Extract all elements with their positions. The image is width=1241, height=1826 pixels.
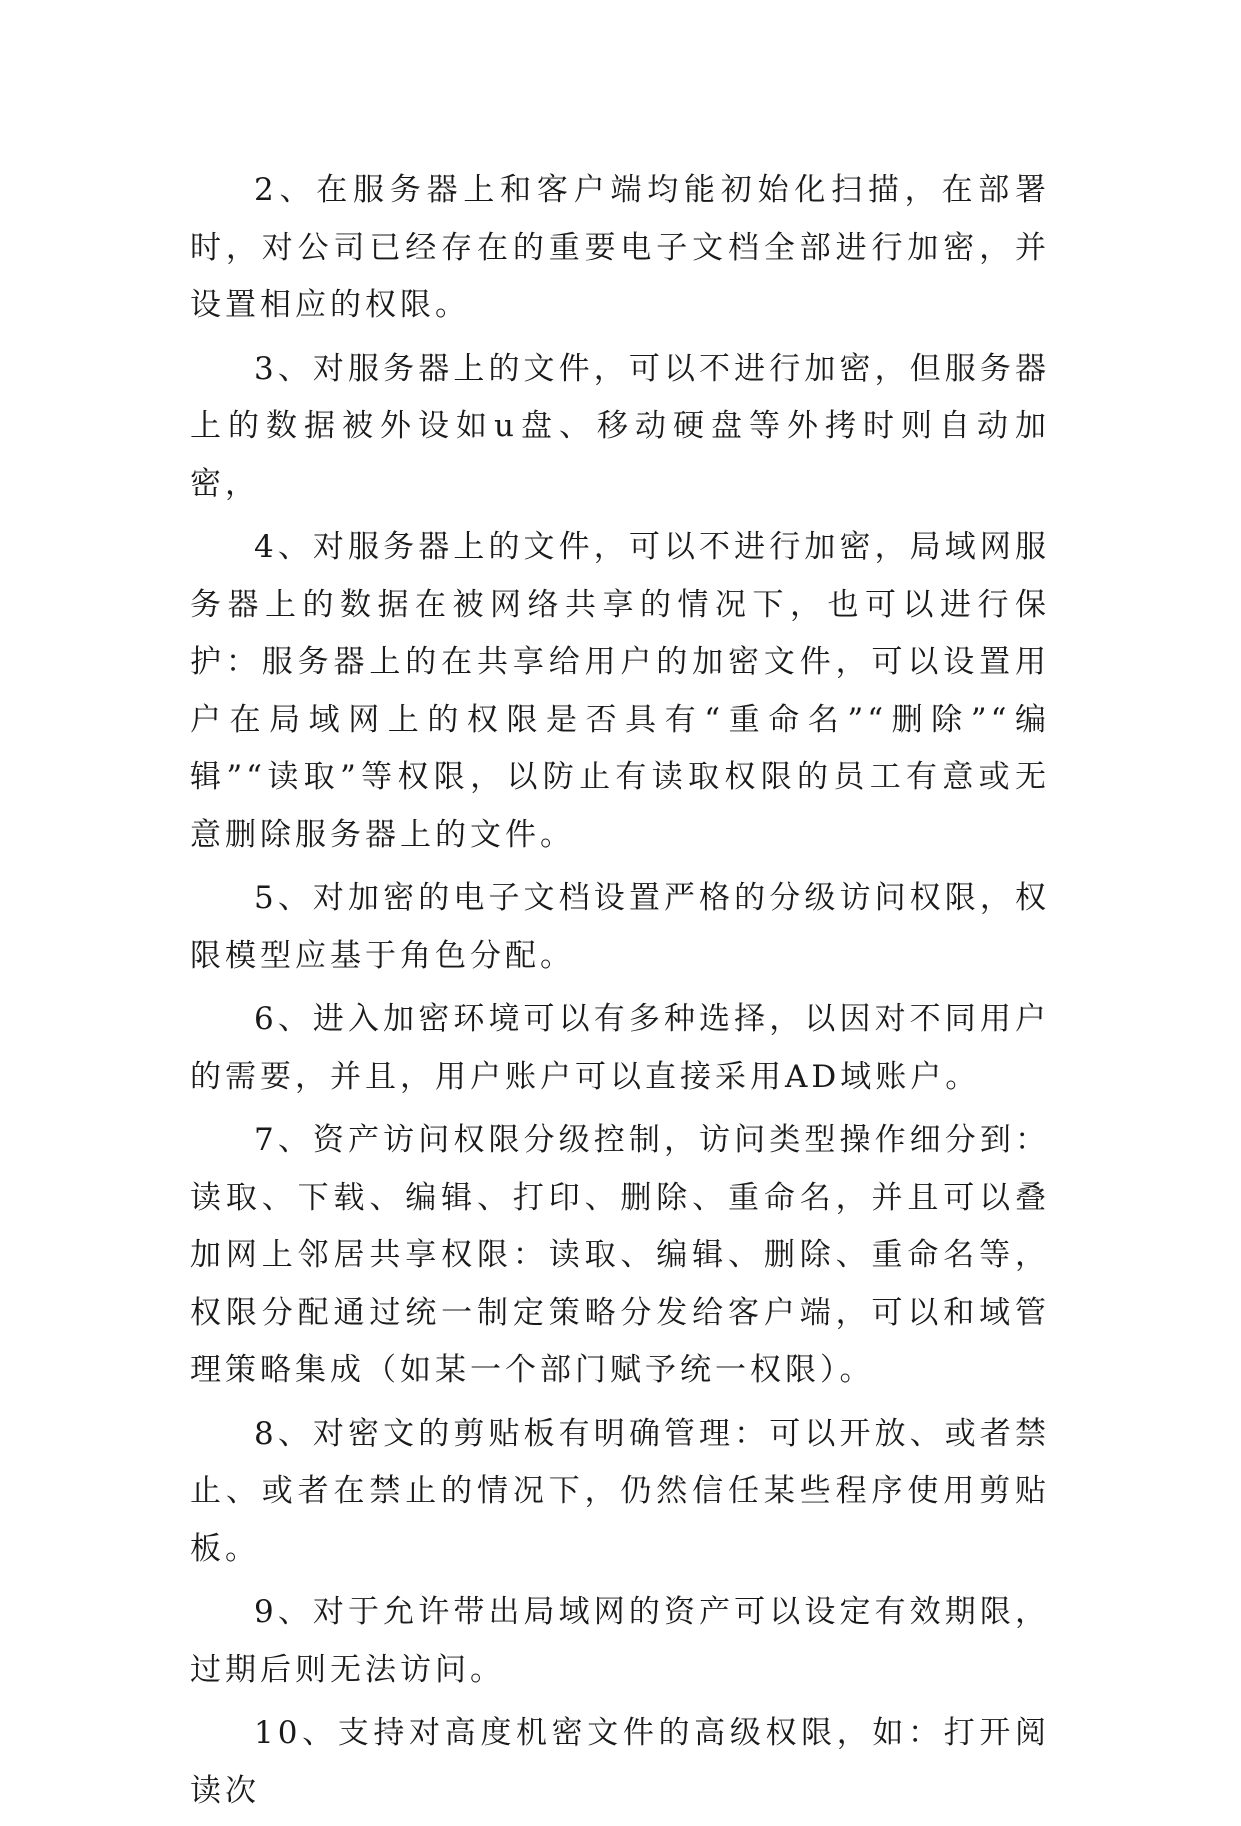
paragraph-item-2: 2、在服务器上和客户端均能初始化扫描，在部署时，对公司已经存在的重要电子文档全部进行加密，并设置相应的权限。	[190, 172, 1050, 323]
paragraph-item-9: 9、对于允许带出局域网的资产可以设定有效期限，过期后则无法访问。	[190, 1594, 1050, 1688]
paragraph-item-5: 5、对加密的电子文档设置严格的分级访问权限，权限模型应基于角色分配。	[190, 880, 1050, 974]
paragraph-item-7: 7、资产访问权限分级控制，访问类型操作细分到：读取、下载、编辑、打印、删除、重命名，并且可以叠加网上邻居共享权限：读取、编辑、删除、重命名等，权限分配通过统一制定策略分发给客户端，可以和域管理策略集成（如某一个部门赋予统一权限）。	[190, 1122, 1050, 1388]
paragraph-item-6: 6、进入加密环境可以有多种选择，以因对不同用户的需要，并且，用户账户可以直接采用AD域账户。	[190, 1001, 1050, 1095]
paragraph-item-4: 4、对服务器上的文件，可以不进行加密，局域网服务器上的数据在被网络共享的情况下，也可以进行保护：服务器上的在共享给用户的加密文件，可以设置用户在局域网上的权限是否具有“重命名”“删除”“编辑”“读取”等权限，以防止有读取权限的员工有意或无意删除服务器上的文件。	[190, 529, 1050, 853]
document-body	[190, 162, 1050, 1826]
paragraph-item-8: 8、对密文的剪贴板有明确管理：可以开放、或者禁止、或者在禁止的情况下，仍然信任某些程序使用剪贴板。	[190, 1415, 1050, 1567]
paragraph-item-10: 10、支持对高度机密文件的高级权限，如：打开阅读次	[190, 1715, 1050, 1809]
paragraph-item-3: 3、对服务器上的文件，可以不进行加密，但服务器上的数据被外设如u盘、移动硬盘等外拷时则自动加密，	[190, 350, 1050, 502]
